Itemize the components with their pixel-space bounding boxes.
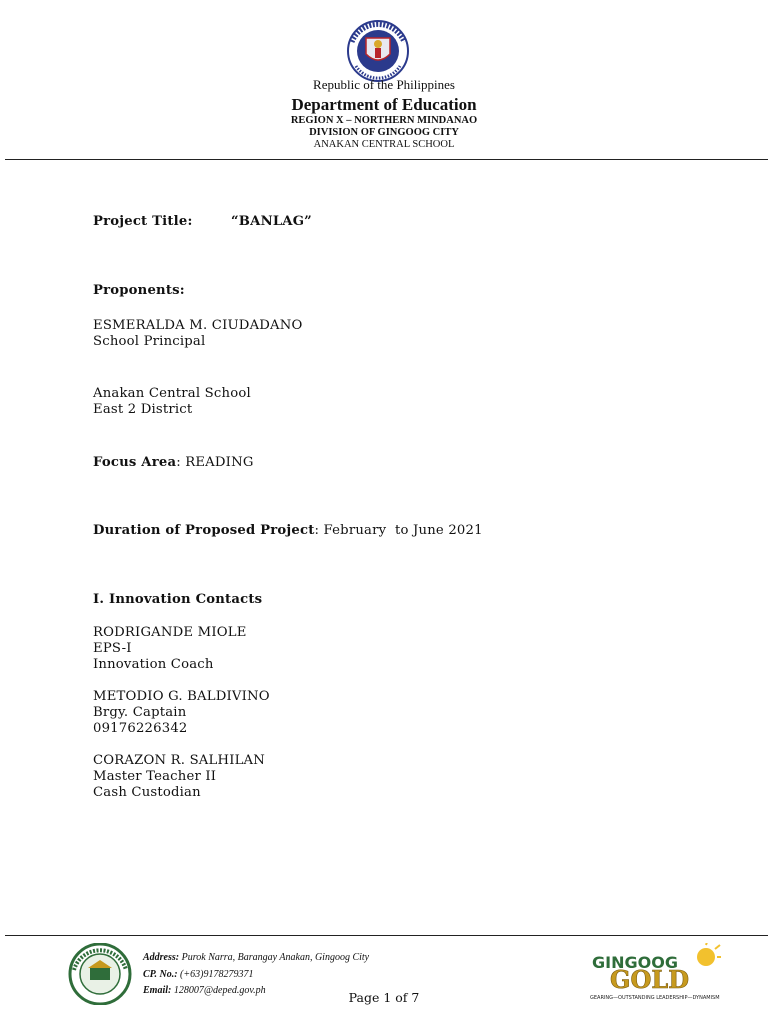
proponents-label: Proponents: xyxy=(93,283,185,298)
header-divider xyxy=(5,159,768,160)
contact-card xyxy=(93,625,247,673)
focus-area-row xyxy=(93,455,254,471)
school-name: Anakan Central School xyxy=(93,386,251,401)
cp-value: (+63)9178279371 xyxy=(180,968,254,980)
contact-name: CORAZON R. SALHILAN xyxy=(93,753,266,768)
contact-card xyxy=(93,689,270,737)
project-title-row xyxy=(93,214,312,230)
deped-seal-logo xyxy=(338,20,418,82)
region-line: REGION X – NORTHERN MINDANAO xyxy=(290,115,478,126)
project-title-label: Project Title: xyxy=(93,214,193,229)
gingoog-gold-logo xyxy=(586,943,721,1003)
proponent-role: School Principal xyxy=(93,334,206,349)
school-line: ANAKAN CENTRAL SCHOOL xyxy=(313,139,455,150)
contact-detail: Innovation Coach xyxy=(93,657,214,672)
svg-text:GINGOOG: GINGOOG xyxy=(592,953,678,972)
contact-detail: Cash Custodian xyxy=(93,785,201,800)
address-label: Address: xyxy=(143,952,180,963)
contacts-heading: I. Innovation Contacts xyxy=(93,592,263,607)
focus-area-value: : READING xyxy=(176,455,254,470)
svg-text:GEARING—OUTSTANDING LEADERSHIP: GEARING—OUTSTANDING LEADERSHIP—DYNAMISM xyxy=(590,995,720,1001)
district-name: East 2 District xyxy=(93,402,193,417)
duration-row xyxy=(93,523,483,539)
contact-phone: 09176226342 xyxy=(93,721,188,736)
contact-detail: Master Teacher II xyxy=(93,769,217,784)
page-number: Page 1 of 7 xyxy=(348,990,420,1005)
contact-name: METODIO G. BALDIVINO xyxy=(93,689,270,704)
duration-label: Duration of Proposed Project xyxy=(93,523,315,538)
department-title: Department of Education xyxy=(291,95,477,114)
proponent-block xyxy=(93,318,303,350)
email-value: 128007@deped.gov.ph xyxy=(173,985,266,996)
contact-name: RODRIGANDE MIOLE xyxy=(93,625,247,640)
address-value: Purok Narra, Barangay Anakan, Gingoog City xyxy=(181,952,370,963)
svg-text:GOLD: GOLD xyxy=(610,965,690,994)
division-line: DIVISION OF GINGOOG CITY xyxy=(309,127,459,138)
footer-divider xyxy=(5,935,768,936)
proponent-name: ESMERALDA M. CIUDADANO xyxy=(93,318,303,333)
contact-detail: EPS-I xyxy=(93,641,132,656)
project-title-value: “BANLAG” xyxy=(231,214,312,229)
school-block xyxy=(93,386,251,418)
email-label: Email: xyxy=(143,985,172,996)
focus-area-label: Focus Area xyxy=(93,455,177,470)
contact-card xyxy=(93,753,265,801)
duration-value: : February to June 2021 xyxy=(314,523,483,538)
cp-label: CP. No.: xyxy=(143,968,178,980)
republic-line: Republic of the Philippines xyxy=(313,77,455,92)
contact-detail: Brgy. Captain xyxy=(93,705,187,720)
